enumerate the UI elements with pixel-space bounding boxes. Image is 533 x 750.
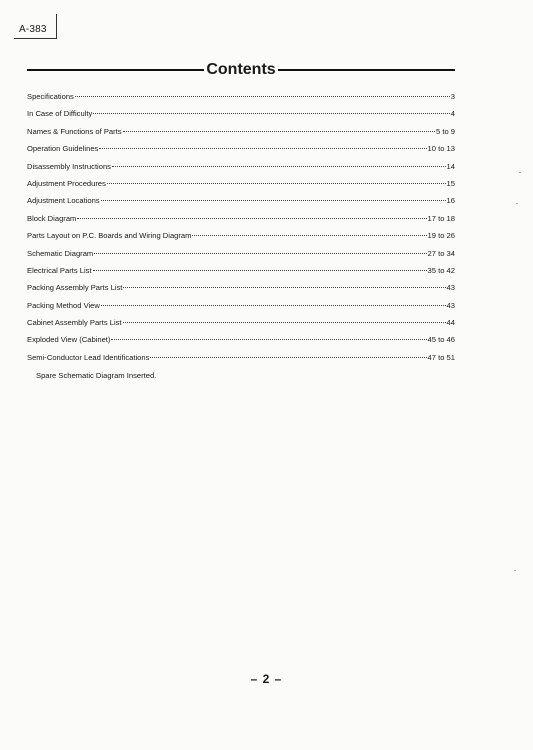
toc-entry-label: Adjustment Locations (27, 196, 100, 206)
toc-entry-page: 45 to 46 (427, 335, 455, 345)
toc-entry (27, 279, 455, 296)
toc-leader-dots (101, 200, 446, 201)
scan-speck (514, 570, 516, 571)
title-rule-left (27, 69, 204, 71)
toc-entry-label: Electrical Parts List (27, 265, 92, 275)
toc-entry-page: 35 to 42 (427, 265, 455, 275)
toc-leader-dots (192, 235, 426, 236)
toc-leader-dots (101, 305, 446, 306)
toc-entry (27, 175, 455, 192)
toc-entry-label: In Case of Difficulty (27, 109, 93, 119)
toc-entry-label: Names & Functions of Parts (27, 126, 122, 136)
toc-leader-dots (107, 183, 446, 184)
toc-entry-label: Exploded View (Cabinet) (27, 335, 111, 345)
toc-leader-dots (77, 218, 426, 219)
toc-leader-dots (93, 113, 449, 114)
title-row (27, 60, 455, 80)
note: Spare Schematic Diagram Inserted. (36, 371, 157, 380)
toc-entry-label: Operation Guidelines (27, 144, 99, 154)
toc-leader-dots (93, 270, 427, 271)
table-of-contents (27, 88, 455, 366)
toc-entry (27, 314, 455, 331)
toc-entry-page: 4 (450, 109, 455, 119)
toc-entry-label: Schematic Diagram (27, 248, 94, 258)
title-rule-right (278, 69, 455, 71)
page-title: Contents (206, 61, 276, 78)
toc-entry (27, 297, 455, 314)
toc-entry-label: Packing Method View (27, 300, 100, 310)
toc-entry-page: 10 to 13 (427, 144, 455, 154)
toc-entry-page: 5 to 9 (436, 126, 455, 136)
page-code-box (14, 14, 57, 39)
toc-entry-label: Specifications (27, 92, 74, 101)
toc-entry (27, 140, 455, 157)
toc-entry-page: 14 (446, 161, 455, 171)
page-code: A-383 (19, 24, 47, 35)
toc-entry-page: 27 to 34 (427, 248, 455, 258)
toc-entry-page: 16 (446, 196, 455, 206)
toc-entry (27, 123, 455, 140)
toc-entry (27, 227, 455, 244)
toc-entry-label: Cabinet Assembly Parts List (27, 318, 122, 328)
toc-entry-page: 15 (446, 178, 455, 188)
toc-entry-page: 43 (446, 283, 455, 293)
toc-entry (27, 262, 455, 279)
toc-leader-dots (123, 287, 445, 288)
toc-entry-label: Packing Assembly Parts List (27, 283, 123, 293)
toc-entry (27, 210, 455, 227)
toc-leader-dots (150, 357, 426, 358)
toc-leader-dots (123, 322, 446, 323)
toc-entry (27, 88, 455, 105)
scan-speck (519, 172, 521, 173)
toc-entry-page: 3 (450, 92, 455, 101)
scan-speck (516, 203, 518, 204)
toc-leader-dots (111, 339, 426, 340)
page-number: – 2 – (250, 672, 283, 686)
toc-entry-label: Disassembly Instructions (27, 161, 111, 171)
toc-leader-dots (75, 96, 450, 97)
toc-entry (27, 245, 455, 262)
toc-leader-dots (112, 166, 446, 167)
toc-entry (27, 158, 455, 175)
toc-entry (27, 331, 455, 348)
toc-entry-page: 47 to 51 (427, 352, 455, 362)
toc-leader-dots (94, 253, 426, 254)
toc-leader-dots (99, 148, 426, 149)
toc-entry (27, 105, 455, 122)
toc-leader-dots (123, 131, 435, 132)
toc-entry-page: 17 to 18 (427, 213, 455, 223)
toc-entry-page: 19 to 26 (427, 231, 455, 241)
toc-entry-label: Semi-Conductor Lead Identifications (27, 352, 150, 362)
toc-entry-label: Adjustment Procedures (27, 178, 106, 188)
toc-entry-label: Parts Layout on P.C. Boards and Wiring Diagram (27, 231, 192, 241)
toc-entry-page: 44 (446, 318, 455, 328)
toc-entry (27, 349, 455, 366)
toc-entry (27, 192, 455, 209)
toc-entry-label: Block Diagram (27, 213, 77, 223)
toc-entry-page: 43 (446, 300, 455, 310)
